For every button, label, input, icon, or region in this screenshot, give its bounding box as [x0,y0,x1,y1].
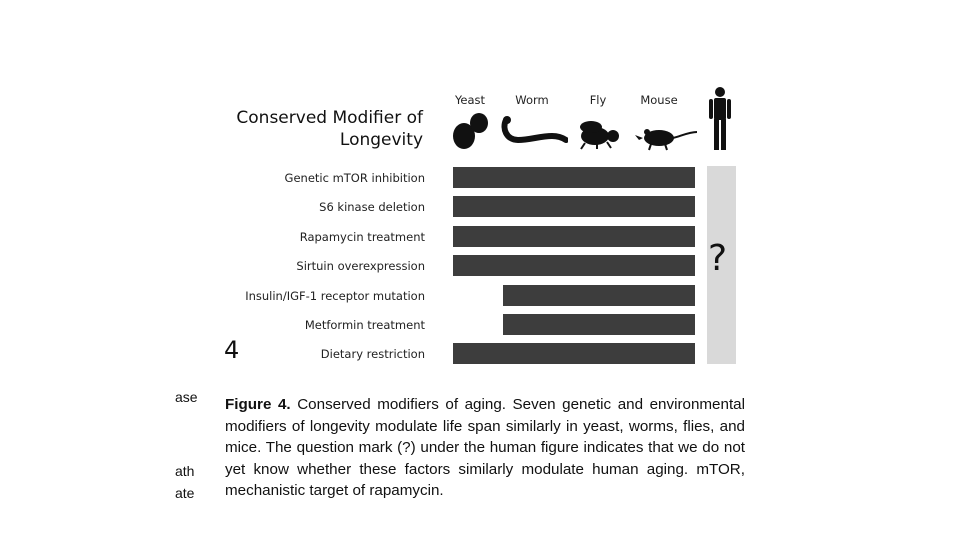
figure-title-line-1: Conserved Modifier of [236,108,423,128]
margin-fragment: ate [175,485,195,501]
caption-text: Conserved modifiers of aging. Seven genetic and environmental modifiers of longevity modulate life span similarly in yeast, worms, flies, and mice. The question mark (?) under the human figure indicates that we do not yet know whether these factors similarly modulate human aging. mTOR, mechanistic target of rapamycin. [225,396,745,499]
fly-icon [573,118,625,150]
bar-dietary-restriction [453,343,695,364]
panel-number: 4 [224,336,240,364]
bar-metformin [503,314,695,335]
bar-insulin-igf1 [503,285,695,306]
row-label-sirtuin: Sirtuin overexpression [296,259,425,273]
human-question-mark: ? [708,238,728,279]
bar-s6-kinase [453,196,695,217]
species-label-worm: Worm [515,93,549,107]
worm-icon [500,114,568,150]
species-label-fly: Fly [589,93,607,107]
row-label-dietary-restriction: Dietary restriction [320,347,425,361]
row-label-rapamycin: Rapamycin treatment [299,230,425,244]
margin-fragment: ase [175,389,198,405]
caption-label: Figure 4. [225,396,291,413]
species-label-yeast: Yeast [454,93,486,107]
yeast-icon [448,110,494,152]
row-label-genetic-mtor: Genetic mTOR inhibition [284,171,425,185]
margin-fragment: ath [175,463,195,479]
figure-title-line-2: Longevity [339,130,423,150]
row-label-s6-kinase: S6 kinase deletion [319,200,425,214]
bar-sirtuin [453,255,695,276]
figure-caption [225,394,745,502]
species-label-mouse: Mouse [640,93,678,107]
row-label-metformin: Metformin treatment [304,318,425,332]
mouse-icon [633,120,699,152]
human-icon [708,86,732,152]
bar-rapamycin [453,226,695,247]
bar-genetic-mtor [453,167,695,188]
row-label-insulin-igf1: Insulin/IGF-1 receptor mutation [245,289,425,303]
